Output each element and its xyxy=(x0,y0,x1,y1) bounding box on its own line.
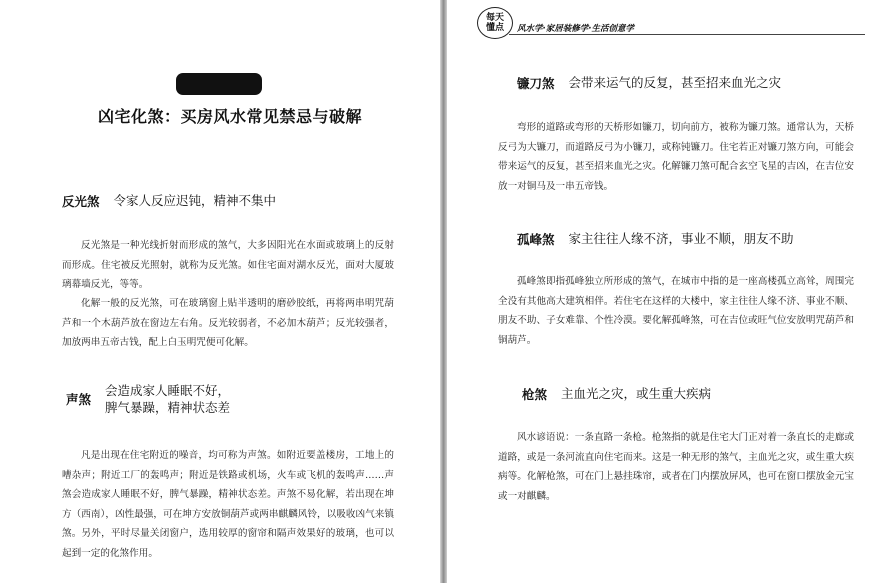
section-heading-qiang xyxy=(522,385,711,403)
section-subtitle: 会造成家人睡眠不好， 脾气暴躁，精神状态差 xyxy=(105,383,231,415)
header-badge: 每天 懂点 xyxy=(477,7,513,39)
header-series-text: 风水学·家居装修学·生活创意学 xyxy=(517,24,634,34)
paragraph: 弯形的道路或弯形的天桥形如镰刀，切向前方，被称为镰刀煞。通常认为，天桥反弓为大镰刀，而道路反弓为小镰刀，或称钝镰刀。住宅若正对镰刀煞方向，可能会带来运气的反复，甚至招来血光之灾。化解镰刀煞可配合玄空飞星的吉凶，在吉位安放一对铜马及一串五帝钱。 xyxy=(498,122,854,192)
left-page xyxy=(0,0,440,583)
section-name: 反光煞 xyxy=(62,194,100,209)
chapter-title: 凶宅化煞：买房风水常见禁忌与破解 xyxy=(97,107,362,126)
paragraph: 反光煞是一种光线折射而形成的煞气，大多因阳光在水面或玻璃上的反射而形成。住宅被反光照射，就称为反光煞。如住宅面对湖水反光，面对大厦玻璃幕墙反光，等等。 xyxy=(62,240,394,290)
right-page xyxy=(447,0,888,583)
section-heading-fanguang xyxy=(62,192,276,210)
section-subtitle: 令家人反应迟钝，精神不集中 xyxy=(113,193,277,208)
section-heading-sheng xyxy=(66,382,230,416)
section-name: 镰刀煞 xyxy=(517,76,555,91)
section-subtitle: 主血光之灾，或生重大疾病 xyxy=(561,386,712,401)
section-heading-gufeng xyxy=(517,230,794,248)
redaction-bar xyxy=(176,73,262,95)
book-gutter xyxy=(440,0,447,583)
section-heading-liandao xyxy=(517,74,781,92)
section-subtitle: 会带来运气的反复，甚至招来血光之灾 xyxy=(568,75,782,90)
paragraph: 凡是出现在住宅附近的噪音，均可称为声煞。如附近要盖楼房，工地上的嘈杂声；附近工厂的轰鸣声；附近是铁路或机场，火车或飞机的轰鸣声……声煞会造成家人睡眠不好，脾气暴躁，精神状态差。声煞不易化解，若出现在坤方（西南），凶性最强，可在坤方安放铜葫芦或两串麒麟风铃，以吸收凶气来镇煞。另外，平时尽量关闭窗户，选用较厚的窗帘和隔声效果好的玻璃，也可以起到一定的化煞作用。 xyxy=(62,450,394,559)
paragraph: 孤峰煞即指孤峰独立所形成的煞气，在城市中指的是一座高楼孤立高耸，周围完全没有其他高大建筑相伴。若住宅在这样的大楼中，家主往往人缘不济、事业不顺、朋友不助、子女难靠、个性冷漠。要化解孤峰煞，可在吉位或旺气位安放明咒葫芦和铜葫芦。 xyxy=(498,276,854,346)
section-name: 声煞 xyxy=(66,392,92,407)
section-name: 枪煞 xyxy=(522,387,548,402)
paragraph: 化解一般的反光煞，可在玻璃窗上贴半透明的磨砂胶纸，再将两串明咒葫芦和一个木葫芦放在窗边左右角。反光较弱者，不必加木葫芦；反光较强者，加放两串五帝古钱，配上白玉明咒便可化解。 xyxy=(62,298,394,348)
section-subtitle: 家主往往人缘不济，事业不顺，朋友不助 xyxy=(568,231,794,246)
section-name: 孤峰煞 xyxy=(517,232,555,247)
header-rule xyxy=(509,34,865,35)
paragraph: 风水谚语说：一条直路一条枪。枪煞指的就是住宅大门正对着一条直长的走廊或道路，或是一条河流直向住宅而来。这是一种无形的煞气，主血光之灾，或生重大疾病等。化解枪煞，可在门上悬挂珠帘，或者在门内摆放屏风，也可在窗口摆放金元宝或一对麒麟。 xyxy=(498,432,854,502)
